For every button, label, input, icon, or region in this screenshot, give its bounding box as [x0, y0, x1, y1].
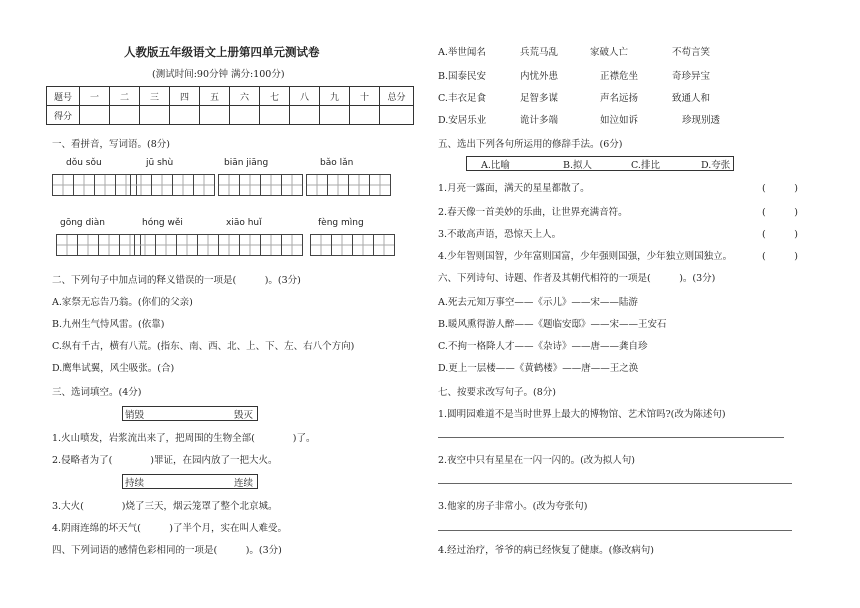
- writing-grid[interactable]: [218, 234, 302, 256]
- pinyin-label: hóng wěi: [142, 218, 183, 228]
- answer-line[interactable]: [438, 483, 792, 484]
- section4-word: 兵荒马乱: [520, 47, 559, 58]
- section4-word: 致通人和: [672, 93, 711, 104]
- score-input-cell[interactable]: [320, 106, 350, 125]
- score-input-cell[interactable]: [200, 106, 230, 125]
- word-choice: 连续: [233, 478, 253, 489]
- word-choice: 持续: [125, 478, 145, 489]
- section1-heading: 一、看拼音，写词语。(8分): [52, 139, 170, 150]
- pinyin-label: jū shù: [146, 158, 174, 168]
- section4-word: 如泣如诉: [600, 115, 639, 126]
- writing-grid[interactable]: [56, 234, 140, 256]
- pinyin-label: xiāo huǐ: [226, 218, 262, 228]
- section4-word: 声名远扬: [600, 93, 639, 104]
- score-cell: 五: [200, 87, 230, 106]
- word-choice-box: [122, 406, 258, 421]
- section2-option-b: B.九州生气恃风雷。(依靠): [52, 319, 165, 330]
- writing-grid[interactable]: [130, 174, 214, 196]
- section5-q2: 2.春天像一首美妙的乐曲，让世界充满音符。: [438, 207, 628, 218]
- section2-option-c: C.纵有千古，横有八荒。(指东、南、西、北、上、下、左、右八个方向): [52, 341, 355, 352]
- score-input-cell[interactable]: [260, 106, 290, 125]
- section4-word: B.国泰民安: [438, 71, 487, 82]
- score-cell: 二: [110, 87, 140, 106]
- section2-heading: 二、下列句子中加点词的释义错误的一项是( )。(3分): [52, 275, 301, 286]
- score-cell: 题号: [47, 87, 80, 106]
- section6-option-c: C.不拘一格降人才——《杂诗》——唐——龚自珍: [438, 341, 648, 352]
- page-title: 人教版五年级语文上册第四单元测试卷: [124, 45, 320, 59]
- score-cell: 八: [290, 87, 320, 106]
- pinyin-label: fèng mìng: [318, 218, 364, 228]
- score-cell: 四: [170, 87, 200, 106]
- score-cell: 七: [260, 87, 290, 106]
- section6-heading: 六、下列诗句、诗题、作者及其朝代相符的一项是( )。(3分): [438, 273, 716, 284]
- section7-heading: 七、按要求改写句子。(8分): [438, 387, 556, 398]
- writing-grid[interactable]: [218, 174, 302, 196]
- pinyin-label: dǒu sǒu: [66, 158, 102, 168]
- section5-q3: 3.不敢高声语，恐惊天上人。: [438, 229, 562, 240]
- rhetoric-choice: D.夸张: [701, 160, 731, 171]
- pinyin-label: gōng diàn: [60, 218, 105, 228]
- score-cell: 总分: [380, 87, 414, 106]
- score-input-cell[interactable]: [80, 106, 110, 125]
- score-cell: 一: [80, 87, 110, 106]
- section7-q3: 3.他家的房子非常小。(改为夸张句): [438, 501, 588, 512]
- section6-option-a: A.死去元知万事空——《示儿》——宋——陆游: [438, 297, 638, 308]
- section5-q1: 1.月亮一露面，满天的星星都散了。: [438, 183, 590, 194]
- score-table-header-row: [47, 87, 414, 106]
- section3-q4: 4.阴雨连绵的坏天气( )了半个月，实在叫人难受。: [52, 523, 287, 534]
- word-choice: 毁灭: [233, 410, 253, 421]
- score-input-cell[interactable]: [230, 106, 260, 125]
- section4-word: C.丰衣足食: [438, 93, 486, 104]
- rhetoric-choice: A.比喻: [481, 160, 510, 171]
- section5-q4: 4.少年智则国智，少年富则国富，少年强则国强，少年独立则国独立。: [438, 251, 733, 262]
- section7-q4: 4.经过治疗，爷爷的病已经恢复了健康。(修改病句): [438, 545, 654, 556]
- score-cell: 十: [350, 87, 380, 106]
- page-subtitle: (测试时间:90分钟 满分:100分): [152, 69, 285, 80]
- answer-paren[interactable]: ( ): [762, 251, 798, 262]
- score-table: [46, 86, 414, 125]
- section5-heading: 五、选出下列各句所运用的修辞手法。(6分): [438, 139, 623, 150]
- section4-word: 家破人亡: [590, 47, 629, 58]
- section3-q3: 3.大火( )烧了三天，烟云笼罩了整个北京城。: [52, 501, 278, 512]
- section6-option-b: B.暖风熏得游人醉——《题临安邸》——宋——王安石: [438, 319, 667, 330]
- score-table-score-row: [47, 106, 414, 125]
- section7-q1: 1.圆明园难道不是当时世界上最大的博物馆、艺术馆吗?(改为陈述句): [438, 409, 726, 420]
- score-input-cell[interactable]: [350, 106, 380, 125]
- pinyin-label: biān jiāng: [224, 158, 269, 168]
- writing-grid[interactable]: [52, 174, 136, 196]
- section2-option-d: D.鹰隼试翼，风尘吸张。(合): [52, 363, 175, 374]
- word-choice-box: [122, 474, 258, 489]
- section3-q2: 2.侵略者为了( )罪证，在园内放了一把大火。: [52, 455, 278, 466]
- section7-q2: 2.夜空中只有星星在一闪一闪的。(改为拟人句): [438, 455, 635, 466]
- section4-word: D.安居乐业: [438, 115, 487, 126]
- section4-word: 珍现别透: [682, 115, 721, 126]
- answer-line[interactable]: [438, 530, 792, 531]
- rhetoric-choice-box: [466, 156, 734, 171]
- section4-word: 内忧外患: [520, 71, 559, 82]
- rhetoric-choice: B.拟人: [563, 160, 593, 171]
- section3-heading: 三、选词填空。(4分): [52, 387, 142, 398]
- section4-word: 不苟言笑: [672, 47, 711, 58]
- answer-paren[interactable]: ( ): [762, 207, 798, 218]
- section6-option-d: D.更上一层楼——《黄鹤楼》——唐——王之涣: [438, 363, 639, 374]
- section2-option-a: A.家祭无忘告乃翁。(你们的父亲): [52, 297, 193, 308]
- writing-grid[interactable]: [310, 234, 394, 256]
- section4-word: 奇珍异宝: [672, 71, 711, 82]
- section4-word: 诡计多端: [520, 115, 559, 126]
- section4-word: 正襟危坐: [600, 71, 639, 82]
- writing-grid[interactable]: [306, 174, 390, 196]
- section3-q1: 1.火山喷发，岩浆流出来了，把周围的生物全部( )了。: [52, 433, 316, 444]
- score-input-cell[interactable]: [110, 106, 140, 125]
- section4-word: 足智多谋: [520, 93, 559, 104]
- score-input-cell[interactable]: [380, 106, 414, 125]
- score-input-cell[interactable]: [140, 106, 170, 125]
- score-input-cell[interactable]: [290, 106, 320, 125]
- answer-paren[interactable]: ( ): [762, 229, 798, 240]
- score-cell: 九: [320, 87, 350, 106]
- score-cell: 三: [140, 87, 170, 106]
- writing-grid[interactable]: [134, 234, 218, 256]
- score-input-cell[interactable]: [170, 106, 200, 125]
- pinyin-label: bǎo lǎn: [320, 158, 354, 168]
- answer-line[interactable]: [438, 437, 784, 438]
- section4-word: A.举世闻名: [438, 47, 486, 58]
- answer-paren[interactable]: ( ): [762, 183, 798, 194]
- section4-heading: 四、下列词语的感情色彩相同的一项是( )。(3分): [52, 545, 282, 556]
- score-cell: 六: [230, 87, 260, 106]
- rhetoric-choice: C.排比: [631, 160, 660, 171]
- word-choice: 销毁: [125, 410, 145, 421]
- score-cell: 得分: [47, 106, 80, 125]
